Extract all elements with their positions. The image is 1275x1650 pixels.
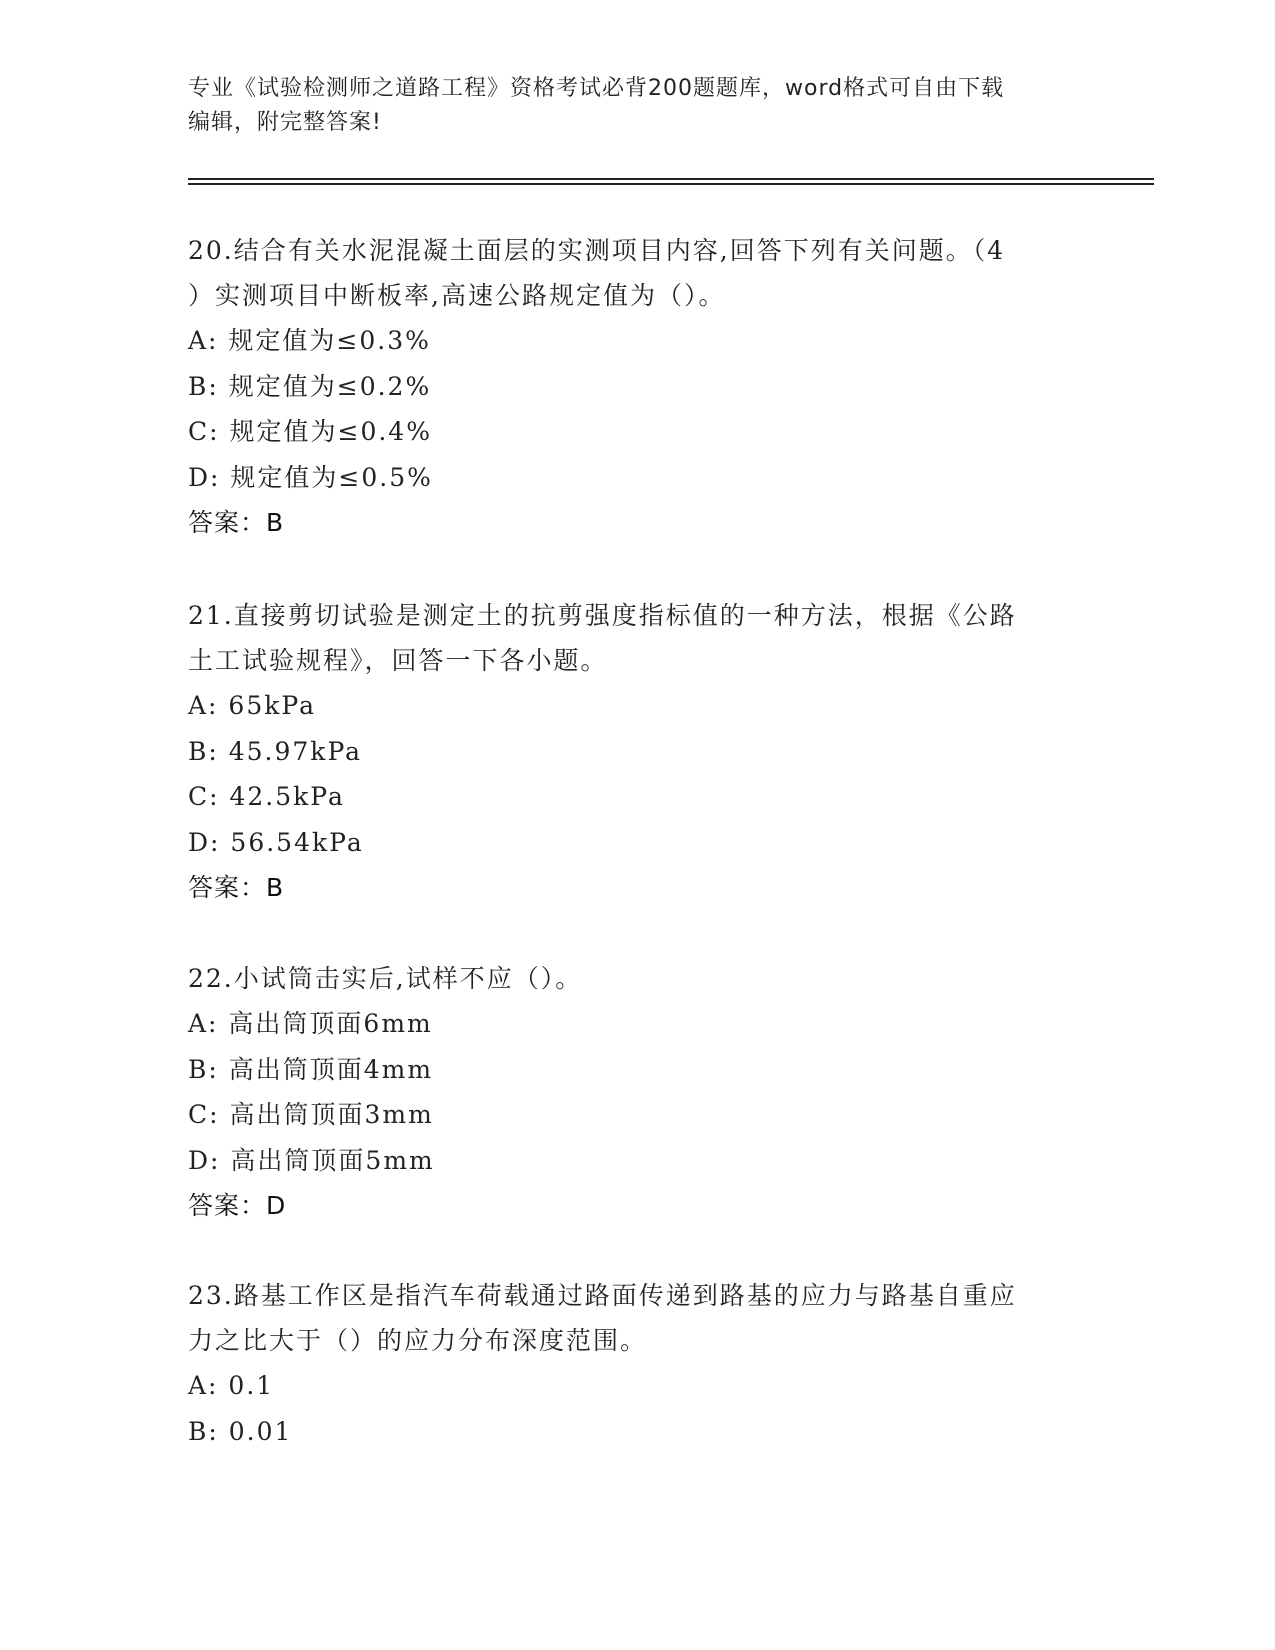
option-c: C: 42.5kPa (188, 782, 345, 811)
question-stem-line: 23.路基工作区是指汽车荷载通过路面传递到路基的应力与路基自重应 (188, 1281, 1017, 1310)
option-d: D: 56.54kPa (188, 827, 364, 857)
option-d: D: 规定值为≤0.5% (188, 462, 433, 492)
question-stem-line: 22.小试筒击实后,试样不应（）。 (188, 964, 583, 993)
answer-line: 答案：B (188, 873, 285, 902)
option-b: B: 45.97kPa (188, 736, 363, 766)
question-21 (188, 593, 1088, 911)
option-a: A: 0.1 (188, 1371, 275, 1400)
document-header (188, 72, 1088, 140)
question-stem-line: 土工试验规程》，回答一下各小题。 (188, 646, 608, 675)
option-d: D: 高出筒顶面5mm (188, 1145, 435, 1175)
question-stem-line: 20.结合有关水泥混凝土面层的实测项目内容,回答下列有关问题。（4 (188, 236, 1006, 265)
header-line-1: 专业《试验检测师之道路工程》资格考试必背200题题库，word格式可自由下载 (188, 76, 1005, 101)
option-b: B: 规定值为≤0.2% (188, 371, 432, 401)
answer-line: 答案：D (188, 1191, 287, 1220)
option-a: A: 规定值为≤0.3% (188, 326, 431, 355)
question-20 (188, 228, 1088, 546)
answer-line: 答案：B (188, 508, 285, 537)
header-divider-bottom (188, 183, 1154, 185)
option-b: B: 0.01 (188, 1416, 293, 1446)
option-c: C: 规定值为≤0.4% (188, 417, 432, 446)
option-b: B: 高出筒顶面4mm (188, 1054, 434, 1084)
option-a: A: 65kPa (188, 691, 316, 720)
question-23 (188, 1273, 1088, 1454)
question-22 (188, 956, 1088, 1229)
header-line-2: 编辑，附完整答案! (188, 110, 382, 135)
header-divider-top (188, 178, 1154, 180)
question-stem-line: ）实测项目中断板率,高速公路规定值为（）。 (188, 281, 726, 310)
option-c: C: 高出筒顶面3mm (188, 1100, 434, 1129)
question-stem-line: 21.直接剪切试验是测定土的抗剪强度指标值的一种方法，根据《公路 (188, 601, 1017, 630)
option-a: A: 高出筒顶面6mm (188, 1009, 433, 1038)
question-stem-line: 力之比大于（）的应力分布深度范围。 (188, 1326, 648, 1355)
